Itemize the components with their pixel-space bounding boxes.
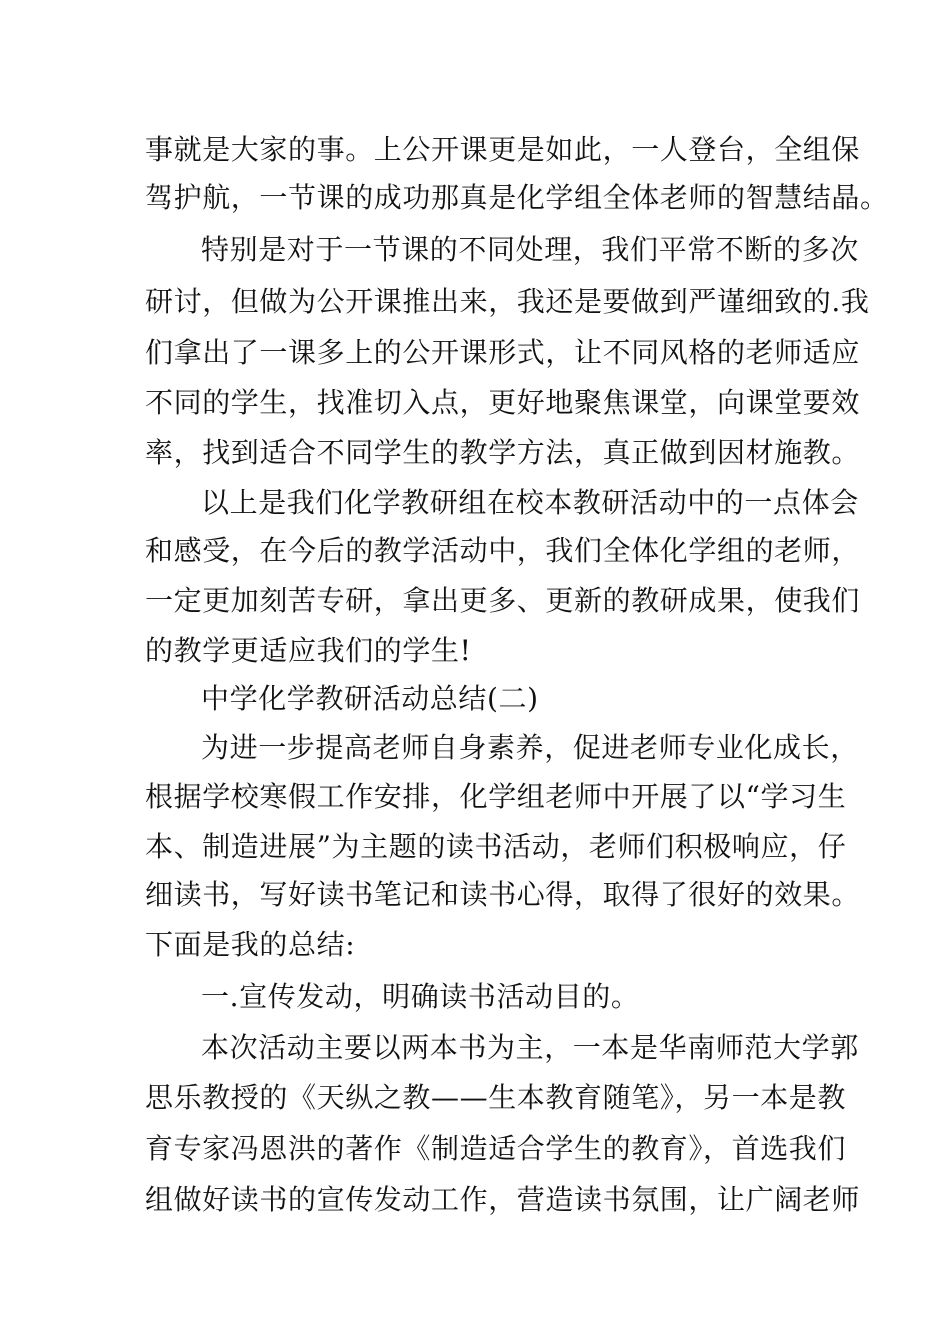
text-line: 研讨，但做为公开课推出来，我还是要做到严谨细致的.我 — [145, 285, 870, 318]
subheading: 一.宣传发动，明确读书活动目的。 — [201, 980, 640, 1013]
text-line: 一定更加刻苦专研，拿出更多、更新的教研成果，使我们 — [145, 584, 861, 617]
text-line: 组做好读书的宣传发动工作，营造读书氛围，让广阔老师 — [145, 1183, 861, 1216]
text-line: 率，找到适合不同学生的教学方法，真正做到因材施教。 — [145, 436, 861, 469]
text-line: 细读书，写好读书笔记和读书心得，取得了很好的效果。 — [145, 878, 861, 911]
text-line: 不同的学生，找准切入点，更好地聚焦课堂，向课堂要效 — [145, 386, 861, 419]
text-line: 育专家冯恩洪的著作《制造适合学生的教育》，首选我们 — [145, 1132, 847, 1165]
text-line: 特别是对于一节课的不同处理，我们平常不断的多次 — [201, 233, 859, 266]
text-line: 驾护航，一节课的成功那真是化学组全体老师的智慧结晶。 — [145, 181, 889, 214]
text-line: 本次活动主要以两本书为主，一本是华南师范大学郭 — [201, 1031, 859, 1064]
text-line: 以上是我们化学教研组在校本教研活动中的一点体会 — [201, 486, 859, 519]
text-line: 和感受，在今后的教学活动中，我们全体化学组的老师， — [145, 534, 861, 567]
text-line: 事就是大家的事。上公开课更是如此，一人登台，全组保 — [145, 133, 861, 166]
text-line: 根据学校寒假工作安排，化学组老师中开展了以“学习生 — [145, 780, 847, 813]
text-line: 们拿出了一课多上的公开课形式，让不同风格的老师适应 — [145, 336, 861, 369]
text-line: 为进一步提高老师自身素养，促进老师专业化成长， — [201, 731, 859, 764]
text-line: 本、制造进展”为主题的读书活动，老师们积极响应，仔 — [145, 830, 847, 863]
section-title: 中学化学教研活动总结(二) — [201, 682, 539, 715]
text-line: 思乐教授的《天纵之教——生本教育随笔》，另一本是教 — [145, 1081, 847, 1114]
text-line: 下面是我的总结: — [145, 928, 356, 961]
text-line: 的教学更适应我们的学生! — [145, 634, 472, 667]
